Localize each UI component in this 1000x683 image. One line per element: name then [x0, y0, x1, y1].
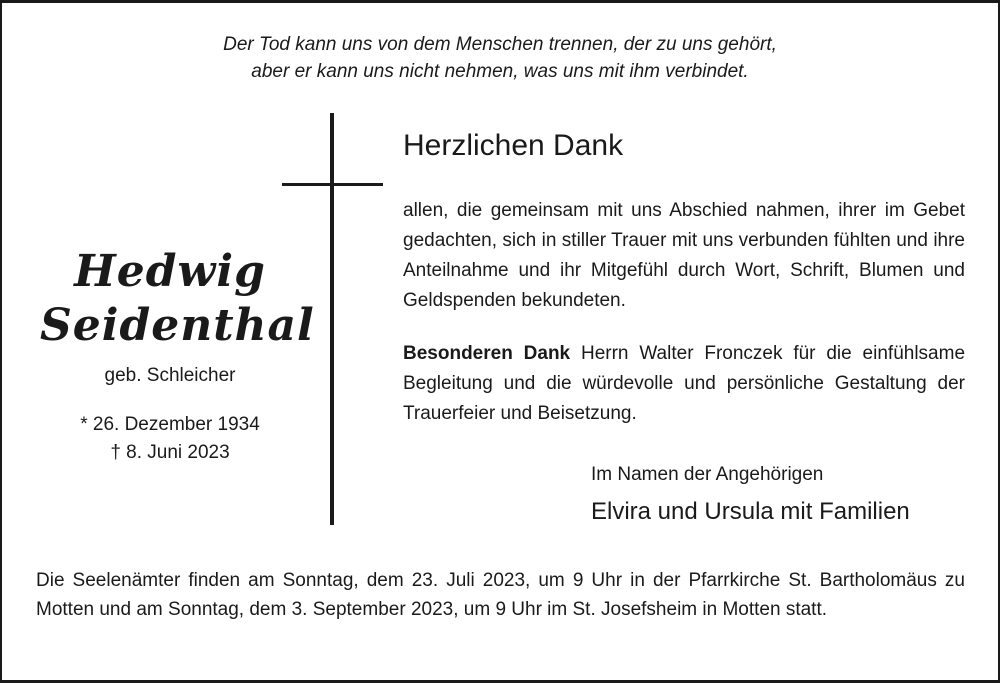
birth-date: * 26. Dezember 1934 [80, 414, 260, 435]
cross-horizontal-bar [282, 183, 383, 186]
death-date: † 8. Juni 2023 [110, 442, 230, 463]
thanks-heading: Herzlichen Dank [403, 129, 624, 162]
special-thanks-lead: Besonderen Dank [403, 343, 571, 364]
special-thanks-text: Herrn Walter Fronczek für die einfühlsame Begleitung und die würdevolle und persönliche Gestaltung der Trauerfeier und Beisetzung. [403, 343, 966, 424]
cross-vertical-bar [330, 113, 334, 525]
special-thanks-paragraph [403, 339, 965, 429]
deceased-last-name: Seidenthal [40, 300, 315, 351]
born-name: geb. Schleicher [104, 365, 236, 386]
memorial-mass-notice: Die Seelenämter finden am Sonntag, dem 23. Juli 2023, um 9 Uhr in der Pfarrkirche St. Bartholomäus zu Motten und am Sonntag, dem 3. September 2023, um 9 Uhr im St. Josefsheim in Motten statt. [36, 570, 965, 620]
deceased-first-name: Hedwig [74, 246, 266, 297]
signoff-label: Im Namen der Angehörigen [591, 464, 824, 485]
motto-line-2: aber er kann uns nicht nehmen, was uns mit ihm verbindet. [251, 61, 749, 82]
motto-line-1: Der Tod kann uns von dem Menschen trennen, der zu uns gehört, [223, 34, 777, 55]
signoff-names: Elvira und Ursula mit Familien [591, 498, 910, 525]
thanks-paragraph: allen, die gemeinsam mit uns Abschied nahmen, ihrer im Gebet gedachten, sich in stiller Trauer mit uns verbunden fühlten und ihre Anteilnahme und ihr Mitgefühl durch Wort, Schrift, Blumen und Geldspenden bekundeten. [403, 200, 965, 311]
